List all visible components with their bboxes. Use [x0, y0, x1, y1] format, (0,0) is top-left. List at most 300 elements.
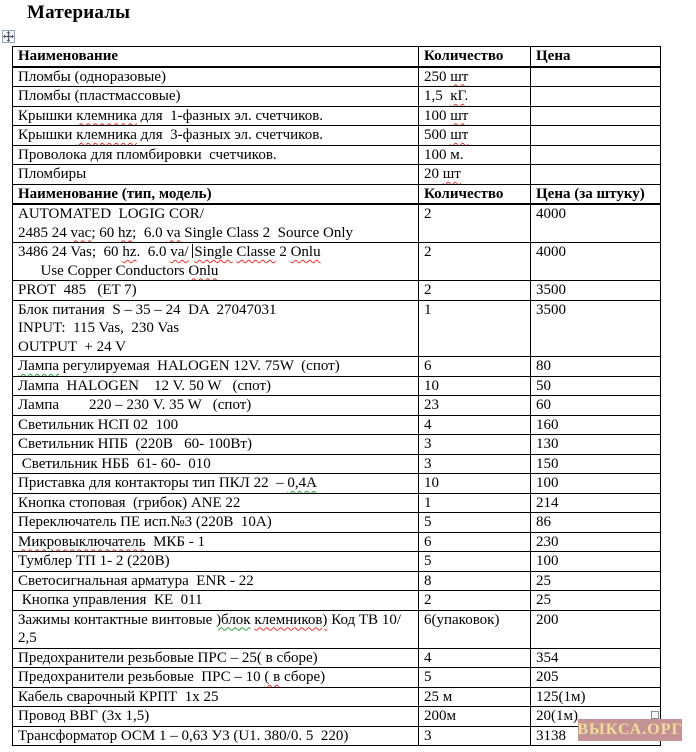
cell-quantity[interactable]	[419, 513, 531, 533]
cell-text: 2	[424, 282, 432, 298]
cell-text: 2	[275, 244, 291, 260]
table-move-handle[interactable]	[2, 30, 15, 43]
cell-name[interactable]	[13, 376, 419, 396]
cell-name[interactable]	[13, 165, 419, 185]
cell-text: 130	[536, 436, 559, 452]
cell-name[interactable]	[13, 648, 419, 668]
cell-price[interactable]	[531, 357, 661, 377]
cell-line	[424, 435, 528, 454]
cell-quantity[interactable]	[419, 47, 531, 67]
cell-name[interactable]	[13, 513, 419, 533]
cell-price[interactable]	[531, 454, 661, 474]
cell-line	[424, 668, 528, 687]
cell-line	[424, 416, 528, 435]
spellcheck-green-text: 0,4А	[287, 475, 317, 491]
cell-text: для 3-фазных эл. счетчиков.	[136, 127, 324, 143]
cell-line	[18, 185, 416, 204]
cell-text: 25	[536, 592, 551, 608]
cell-text: Светильник НПБ (220В 60- 100Вт)	[18, 436, 252, 452]
cell-text: Кнопка стоповая (грибок) ANE 22	[18, 494, 241, 511]
spellcheck-red-text: hz	[118, 224, 133, 241]
cell-quantity[interactable]	[419, 707, 531, 727]
table-row	[13, 571, 661, 591]
cell-line	[18, 338, 416, 357]
cell-line	[18, 377, 416, 396]
spellcheck-red-text: клемника	[76, 127, 137, 143]
cell-line	[18, 47, 416, 66]
cell-text: 6	[424, 533, 432, 550]
cell-text: Наименование	[18, 48, 118, 64]
cell-text: 160	[536, 416, 559, 433]
cell-text: Single Class 2 Source Only	[180, 224, 354, 241]
cell-quantity[interactable]	[419, 87, 531, 107]
cell-line	[424, 47, 528, 66]
cell-name[interactable]	[13, 668, 419, 688]
cell-price[interactable]	[531, 396, 661, 416]
cell-text: 5	[424, 553, 432, 569]
cell-line	[18, 357, 416, 376]
cell-name[interactable]	[13, 610, 419, 648]
table-row	[13, 300, 661, 357]
cell-quantity[interactable]	[419, 610, 531, 648]
cell-text: Use Copper Conductors	[18, 262, 189, 279]
table-row	[13, 435, 661, 455]
cell-text: 214	[536, 494, 559, 511]
cell-text: Пломбиры	[18, 166, 87, 182]
spellcheck-red-text: hz	[122, 244, 137, 260]
cell-line	[536, 572, 658, 591]
table-row	[13, 532, 661, 552]
cell-quantity[interactable]	[419, 493, 531, 513]
cell-line	[424, 591, 528, 610]
cell-name[interactable]	[13, 707, 419, 727]
cell-line	[18, 205, 416, 224]
cell-text: Светильник НББ 61- 60- 010	[18, 455, 211, 472]
cell-name[interactable]	[13, 47, 419, 67]
cell-text: Приставка для контакторы тип ПКЛ 22 –	[18, 475, 288, 491]
cell-text: Пломбы (одноразовые)	[18, 68, 167, 85]
cell-price[interactable]	[531, 204, 661, 243]
cell-line	[424, 552, 528, 571]
spellcheck-red-text: шт	[450, 127, 469, 143]
spellcheck-red-text: Onlu	[188, 262, 219, 279]
cell-text: 8	[424, 572, 432, 589]
cell-price[interactable]	[531, 493, 661, 513]
cell-name[interactable]	[13, 474, 419, 494]
cell-text: 25	[536, 572, 551, 589]
cell-line	[18, 262, 416, 281]
cell-price[interactable]	[531, 474, 661, 494]
cell-line	[18, 319, 416, 338]
cell-line	[536, 185, 658, 204]
table-row	[13, 281, 661, 301]
cell-text: Цена	[536, 48, 571, 64]
cell-text: 200	[536, 611, 559, 628]
cell-price[interactable]	[531, 668, 661, 688]
cell-quantity[interactable]	[419, 357, 531, 377]
cell-line	[18, 301, 416, 320]
cell-text: OUTPUT + 24 V	[18, 338, 126, 355]
spellcheck-green-text: )блок	[216, 611, 251, 628]
cell-price[interactable]	[531, 552, 661, 572]
cell-text: Провод ВВГ (3х 1,5)	[18, 708, 150, 724]
cell-quantity[interactable]	[419, 396, 531, 416]
cell-quantity[interactable]	[419, 300, 531, 357]
cell-line	[18, 416, 416, 435]
cell-text: 80	[536, 358, 551, 374]
cell-text: 86	[536, 514, 551, 530]
cell-line	[424, 87, 528, 106]
cell-text: Проволока для пломбировки счетчиков.	[18, 146, 277, 163]
cell-quantity[interactable]	[419, 668, 531, 688]
cell-name[interactable]	[13, 493, 419, 513]
cell-text: Крышки	[18, 107, 77, 124]
cell-line	[424, 474, 528, 493]
cell-name[interactable]	[13, 687, 419, 707]
cell-text: 5	[424, 669, 432, 685]
cell-name[interactable]	[13, 532, 419, 552]
cell-line	[424, 611, 528, 630]
cell-line	[18, 87, 416, 106]
cell-quantity[interactable]	[419, 474, 531, 494]
table-row	[13, 648, 661, 668]
cell-text: Крышки	[18, 127, 77, 143]
cell-quantity[interactable]	[419, 591, 531, 611]
cell-line	[18, 435, 416, 454]
spellcheck-red-text: шт	[450, 68, 469, 85]
table-row	[13, 513, 661, 533]
cell-name[interactable]	[13, 435, 419, 455]
cell-text: 10	[424, 377, 439, 394]
cell-line	[18, 243, 416, 262]
table-header-row	[13, 47, 661, 67]
cell-line	[536, 513, 658, 532]
cell-line	[536, 377, 658, 396]
cell-quantity[interactable]	[419, 532, 531, 552]
table-row	[13, 67, 661, 87]
cell-text: ; 60	[91, 224, 118, 241]
cell-price[interactable]	[531, 687, 661, 707]
table-row	[13, 687, 661, 707]
cell-text: 200м	[424, 708, 456, 724]
cell-name[interactable]	[13, 281, 419, 301]
cell-line	[424, 107, 528, 126]
table-row	[13, 376, 661, 396]
cell-text: Блок питания S – 35 – 24 DA 27047031	[18, 301, 277, 318]
cell-text: 6(упаковок)	[424, 611, 500, 628]
cell-line	[424, 205, 528, 224]
cell-price[interactable]	[531, 87, 661, 107]
cell-name[interactable]	[13, 106, 419, 126]
cell-text: 354	[536, 649, 559, 666]
cell-line	[18, 591, 416, 610]
cell-text: Светосигнальная арматура ENR - 22	[18, 572, 254, 589]
cell-line	[536, 435, 658, 454]
cell-price[interactable]	[531, 67, 661, 87]
table-row	[13, 145, 661, 165]
cell-quantity[interactable]	[419, 415, 531, 435]
cell-text: 250	[424, 68, 451, 85]
materials-table	[12, 46, 661, 746]
cell-text: 500	[424, 127, 451, 143]
cell-quantity[interactable]	[419, 552, 531, 572]
cell-line	[424, 165, 528, 184]
cell-name[interactable]	[13, 726, 419, 746]
cell-price[interactable]	[531, 376, 661, 396]
table-resize-handle[interactable]	[651, 711, 659, 719]
cell-text: .	[464, 88, 469, 104]
cell-text: 2	[424, 592, 432, 608]
cell-text: ; 6.0	[132, 224, 167, 241]
table-row	[13, 493, 661, 513]
cell-line	[424, 357, 528, 376]
cell-text: для 1-фазных эл. счетчиков.	[136, 107, 324, 124]
cell-line	[424, 281, 528, 300]
cell-line	[424, 494, 528, 513]
cell-name[interactable]	[13, 396, 419, 416]
cell-text: 2	[424, 244, 432, 260]
cell-text: 1	[424, 301, 432, 318]
cell-text: Количество	[424, 48, 504, 64]
cell-price[interactable]	[531, 106, 661, 126]
spellcheck-red-text: кГ	[450, 88, 465, 104]
cell-line	[536, 301, 658, 320]
cell-name[interactable]	[13, 591, 419, 611]
table-row	[13, 126, 661, 146]
cell-price[interactable]	[531, 126, 661, 146]
cell-quantity[interactable]	[419, 165, 531, 185]
cell-text: Светильник НСП 02 100	[18, 416, 179, 433]
cell-text: 2485 24	[18, 224, 71, 241]
table-row	[13, 106, 661, 126]
cell-line	[536, 591, 658, 610]
cell-line	[424, 688, 528, 707]
cell-line	[18, 668, 416, 687]
cell-name[interactable]	[13, 204, 419, 243]
cell-quantity[interactable]	[419, 145, 531, 165]
spellcheck-red-text: va/	[170, 244, 189, 260]
cell-text: 3	[424, 727, 432, 744]
cell-text: 100	[424, 107, 451, 124]
cell-line	[424, 377, 528, 396]
table-row	[13, 165, 661, 185]
cell-line	[18, 165, 416, 184]
cell-name[interactable]	[13, 300, 419, 357]
cell-line	[424, 146, 528, 165]
cell-text: 5	[424, 514, 432, 530]
cell-price[interactable]	[531, 415, 661, 435]
cell-line	[424, 572, 528, 591]
cell-line	[536, 668, 658, 687]
cell-price[interactable]	[531, 243, 661, 281]
cell-quantity[interactable]	[419, 243, 531, 281]
cell-line	[18, 224, 416, 243]
table-row	[13, 454, 661, 474]
cell-text: 100	[536, 553, 559, 569]
cell-text: Предохранители резьбовые ПРС – 10	[18, 669, 265, 685]
cell-quantity[interactable]	[419, 571, 531, 591]
cell-text: Переключатель ПЕ исп.№3 (220В 10А)	[18, 514, 272, 530]
table-row	[13, 668, 661, 688]
cell-text: Лампа 220 – 230 V. 35 W (спот)	[18, 397, 252, 413]
table-row	[13, 204, 661, 243]
cell-name[interactable]	[13, 454, 419, 474]
cell-name[interactable]	[13, 415, 419, 435]
cell-text: Предохранители резьбовые ПРС – 25( в сборе)	[18, 649, 318, 666]
cell-price[interactable]	[531, 591, 661, 611]
cell-text: Тумблер ТП 1- 2 (220В)	[18, 553, 170, 569]
cell-text: Пломбы (пластмассовые)	[18, 88, 181, 104]
cell-quantity[interactable]	[419, 435, 531, 455]
cell-line	[18, 572, 416, 591]
cell-price[interactable]	[531, 513, 661, 533]
cell-line	[18, 727, 416, 746]
cell-line	[18, 552, 416, 571]
cell-price[interactable]	[531, 165, 661, 185]
cell-line	[18, 396, 416, 415]
cell-name[interactable]	[13, 571, 419, 591]
cell-line	[424, 533, 528, 552]
cell-line	[536, 649, 658, 668]
cell-price[interactable]	[531, 281, 661, 301]
cell-line	[18, 494, 416, 513]
watermark-text: ВЫКСА.ОРГ	[577, 721, 683, 738]
cell-quantity[interactable]	[419, 376, 531, 396]
table-row	[13, 357, 661, 377]
cell-line	[424, 301, 528, 320]
cell-line	[536, 243, 658, 262]
cell-line	[18, 649, 416, 668]
spellcheck-red-text: va	[166, 224, 181, 241]
cell-price[interactable]	[531, 47, 661, 67]
table-row	[13, 552, 661, 572]
cell-price[interactable]	[531, 145, 661, 165]
cell-text: INPUT: 115 Vas, 230 Vas	[18, 320, 180, 336]
cell-text: 6	[424, 358, 432, 374]
cell-text: 4	[424, 649, 432, 666]
page-title: Материалы	[27, 2, 131, 23]
cell-quantity[interactable]	[419, 687, 531, 707]
cell-price[interactable]	[531, 610, 661, 648]
cell-text: 20(1м)	[536, 708, 578, 724]
spellcheck-red-text: клемника	[76, 107, 137, 124]
spellcheck-red-text: Микровыключатель	[18, 533, 146, 550]
cell-line	[424, 243, 528, 262]
cell-line	[536, 688, 658, 707]
cell-text: 100	[536, 475, 559, 491]
cell-text: 23	[424, 397, 439, 413]
cell-text: 25 м	[424, 688, 453, 705]
cell-text: Наименование (тип, модель)	[18, 185, 212, 202]
spellcheck-red-text: Onlu	[290, 244, 321, 260]
cell-text: 230	[536, 533, 559, 550]
cell-quantity[interactable]	[419, 204, 531, 243]
cell-text: Код ТВ 10/ 2,5	[18, 611, 405, 646]
cell-text: сборе)	[280, 669, 326, 685]
cell-text: Цена (за штуку)	[536, 185, 645, 202]
cell-line	[18, 68, 416, 87]
cell-name[interactable]	[13, 552, 419, 572]
cell-text: . 6.0	[136, 244, 171, 260]
cell-price[interactable]	[531, 571, 661, 591]
cell-quantity[interactable]	[419, 648, 531, 668]
cell-price[interactable]	[531, 300, 661, 357]
spellcheck-red-text: клемников)	[254, 611, 328, 628]
table-row	[13, 591, 661, 611]
cell-name[interactable]	[13, 243, 419, 281]
cell-name[interactable]	[13, 357, 419, 377]
cell-text: AUTOMATED LOGIG COR/	[18, 206, 204, 222]
cell-quantity[interactable]	[419, 184, 531, 204]
cell-price[interactable]	[531, 184, 661, 204]
cell-line	[18, 281, 416, 300]
table-row	[13, 87, 661, 107]
cell-price[interactable]	[531, 648, 661, 668]
cell-text: 3138	[536, 727, 566, 744]
cell-name[interactable]	[13, 126, 419, 146]
cell-price[interactable]	[531, 532, 661, 552]
cell-line	[18, 474, 416, 493]
cell-text: 10	[424, 475, 439, 491]
spellcheck-red-text: шт	[442, 166, 461, 182]
cell-text: 20	[424, 166, 443, 182]
cell-quantity[interactable]	[419, 126, 531, 146]
cell-text: 4	[424, 416, 432, 433]
cell-text: 125(1м)	[536, 688, 586, 705]
cell-name[interactable]	[13, 87, 419, 107]
cell-text: 205	[536, 669, 559, 685]
spellcheck-green-text: Лампа	[18, 358, 60, 374]
cell-quantity[interactable]	[419, 106, 531, 126]
cell-line	[536, 205, 658, 224]
cell-line	[536, 494, 658, 513]
cell-line	[536, 47, 658, 66]
spellcheck-red-text: Classe	[236, 244, 276, 260]
cell-line	[18, 107, 416, 126]
cell-quantity[interactable]	[419, 281, 531, 301]
cell-name[interactable]	[13, 67, 419, 87]
table-row	[13, 474, 661, 494]
cell-line	[18, 688, 416, 707]
table-row	[13, 396, 661, 416]
cell-quantity[interactable]	[419, 726, 531, 746]
cell-line	[424, 68, 528, 87]
cell-line	[536, 611, 658, 630]
cell-line	[18, 126, 416, 145]
spellcheck-red-text: Single	[194, 244, 233, 260]
cell-line	[536, 552, 658, 571]
cell-text: 60	[536, 397, 551, 413]
cell-text: 4000	[536, 244, 566, 260]
cell-text: 3	[424, 436, 432, 452]
cell-text: 100 м.	[424, 146, 464, 163]
cell-text: Лампа HALOGEN 12 V. 50 W (спот)	[18, 377, 272, 394]
cell-line	[18, 611, 416, 648]
table-row	[13, 707, 661, 727]
spellcheck-red-text: ( в	[264, 669, 281, 685]
table-row	[13, 415, 661, 435]
table-row	[13, 610, 661, 648]
cell-price[interactable]	[531, 435, 661, 455]
cell-quantity[interactable]	[419, 454, 531, 474]
cell-quantity[interactable]	[419, 67, 531, 87]
cell-name[interactable]	[13, 145, 419, 165]
cell-text: PROT 485 (ET 7)	[18, 282, 137, 298]
cell-text: 3500	[536, 301, 566, 318]
cell-text: 1,5	[424, 88, 451, 104]
table-row	[13, 243, 661, 281]
cell-name[interactable]	[13, 184, 419, 204]
